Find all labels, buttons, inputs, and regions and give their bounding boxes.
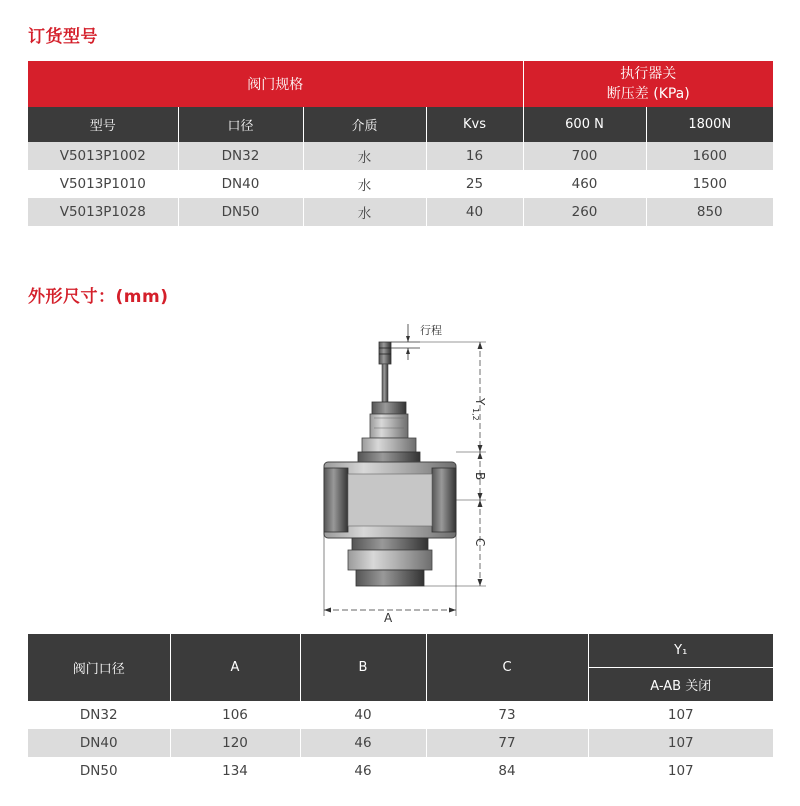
- cell-y: 107: [588, 701, 773, 729]
- cell-diameter: DN40: [178, 170, 303, 198]
- table-row: [28, 701, 773, 729]
- table-row: [28, 170, 773, 198]
- order-table: [28, 61, 773, 226]
- table-row: [28, 729, 773, 757]
- cell-c: 73: [426, 701, 588, 729]
- valve-bonnet: [358, 402, 420, 462]
- c-dimension-label: [473, 538, 487, 546]
- dimension-section-title: 外形尺寸：(mm): [28, 287, 169, 307]
- cell-600n: 700: [523, 142, 646, 170]
- b-label: B: [473, 472, 487, 481]
- cell-b: 46: [300, 729, 426, 757]
- cell-kvs: 40: [426, 198, 523, 226]
- cell-y: 107: [588, 729, 773, 757]
- cell-diameter: DN50: [178, 198, 303, 226]
- col-a: A: [170, 634, 300, 701]
- cell-1800n: 1600: [646, 142, 773, 170]
- cell-medium: 水: [303, 198, 426, 226]
- col-model: 型号: [28, 107, 178, 142]
- cell-a: 120: [170, 729, 300, 757]
- actuator-header-line1: 执行器关: [620, 66, 677, 82]
- cell-medium: 水: [303, 170, 426, 198]
- cell-size: DN50: [28, 757, 170, 785]
- cell-c: 77: [426, 729, 588, 757]
- cell-c: 84: [426, 757, 588, 785]
- cell-kvs: 25: [426, 170, 523, 198]
- b-dimension-label: [473, 472, 487, 480]
- cell-1800n: 850: [646, 198, 773, 226]
- a-label: A: [384, 611, 393, 624]
- col-y-sub: A-AB 关闭: [588, 668, 773, 702]
- valve-dimension-drawing: [300, 318, 500, 624]
- stroke-label: 行程: [420, 324, 442, 337]
- cell-model: V5013P1010: [28, 170, 178, 198]
- cell-medium: 水: [303, 142, 426, 170]
- table-row: [28, 142, 773, 170]
- col-medium: 介质: [303, 107, 426, 142]
- stroke-dimension: [391, 323, 442, 360]
- cell-1800n: 1500: [646, 170, 773, 198]
- actuator-header: [523, 61, 773, 107]
- cell-model: V5013P1028: [28, 198, 178, 226]
- valve-spec-header: 阀门规格: [28, 61, 523, 107]
- c-label: C: [473, 538, 487, 547]
- col-kvs: Kvs: [426, 107, 523, 142]
- col-1800n: 1800N: [646, 107, 773, 142]
- y-sub-label: 1,2: [471, 408, 480, 421]
- cell-a: 134: [170, 757, 300, 785]
- y-dimension-label: [471, 397, 487, 421]
- col-600n: 600 N: [523, 107, 646, 142]
- y-label: Y: [473, 398, 487, 406]
- cell-b: 40: [300, 701, 426, 729]
- col-y: Y₁: [588, 634, 773, 668]
- col-size: 阀门口径: [28, 634, 170, 701]
- cell-size: DN40: [28, 729, 170, 757]
- cell-model: V5013P1002: [28, 142, 178, 170]
- cell-a: 106: [170, 701, 300, 729]
- cell-diameter: DN32: [178, 142, 303, 170]
- cell-600n: 460: [523, 170, 646, 198]
- cell-y: 107: [588, 757, 773, 785]
- cell-size: DN32: [28, 701, 170, 729]
- cell-b: 46: [300, 757, 426, 785]
- cell-kvs: 16: [426, 142, 523, 170]
- col-c: C: [426, 634, 588, 701]
- actuator-header-line2: 断压差 (KPa): [606, 86, 690, 102]
- cell-600n: 260: [523, 198, 646, 226]
- order-section-title: 订货型号: [28, 27, 98, 47]
- valve-body: [324, 462, 456, 586]
- table-row: [28, 198, 773, 226]
- col-diameter: 口径: [178, 107, 303, 142]
- col-b: B: [300, 634, 426, 701]
- dimension-table: [28, 634, 773, 785]
- valve-stem: [379, 342, 391, 402]
- order-column-header-row: [28, 107, 773, 142]
- order-group-header-row: [28, 61, 773, 107]
- dimension-header-row-top: [28, 634, 773, 668]
- table-row: [28, 757, 773, 785]
